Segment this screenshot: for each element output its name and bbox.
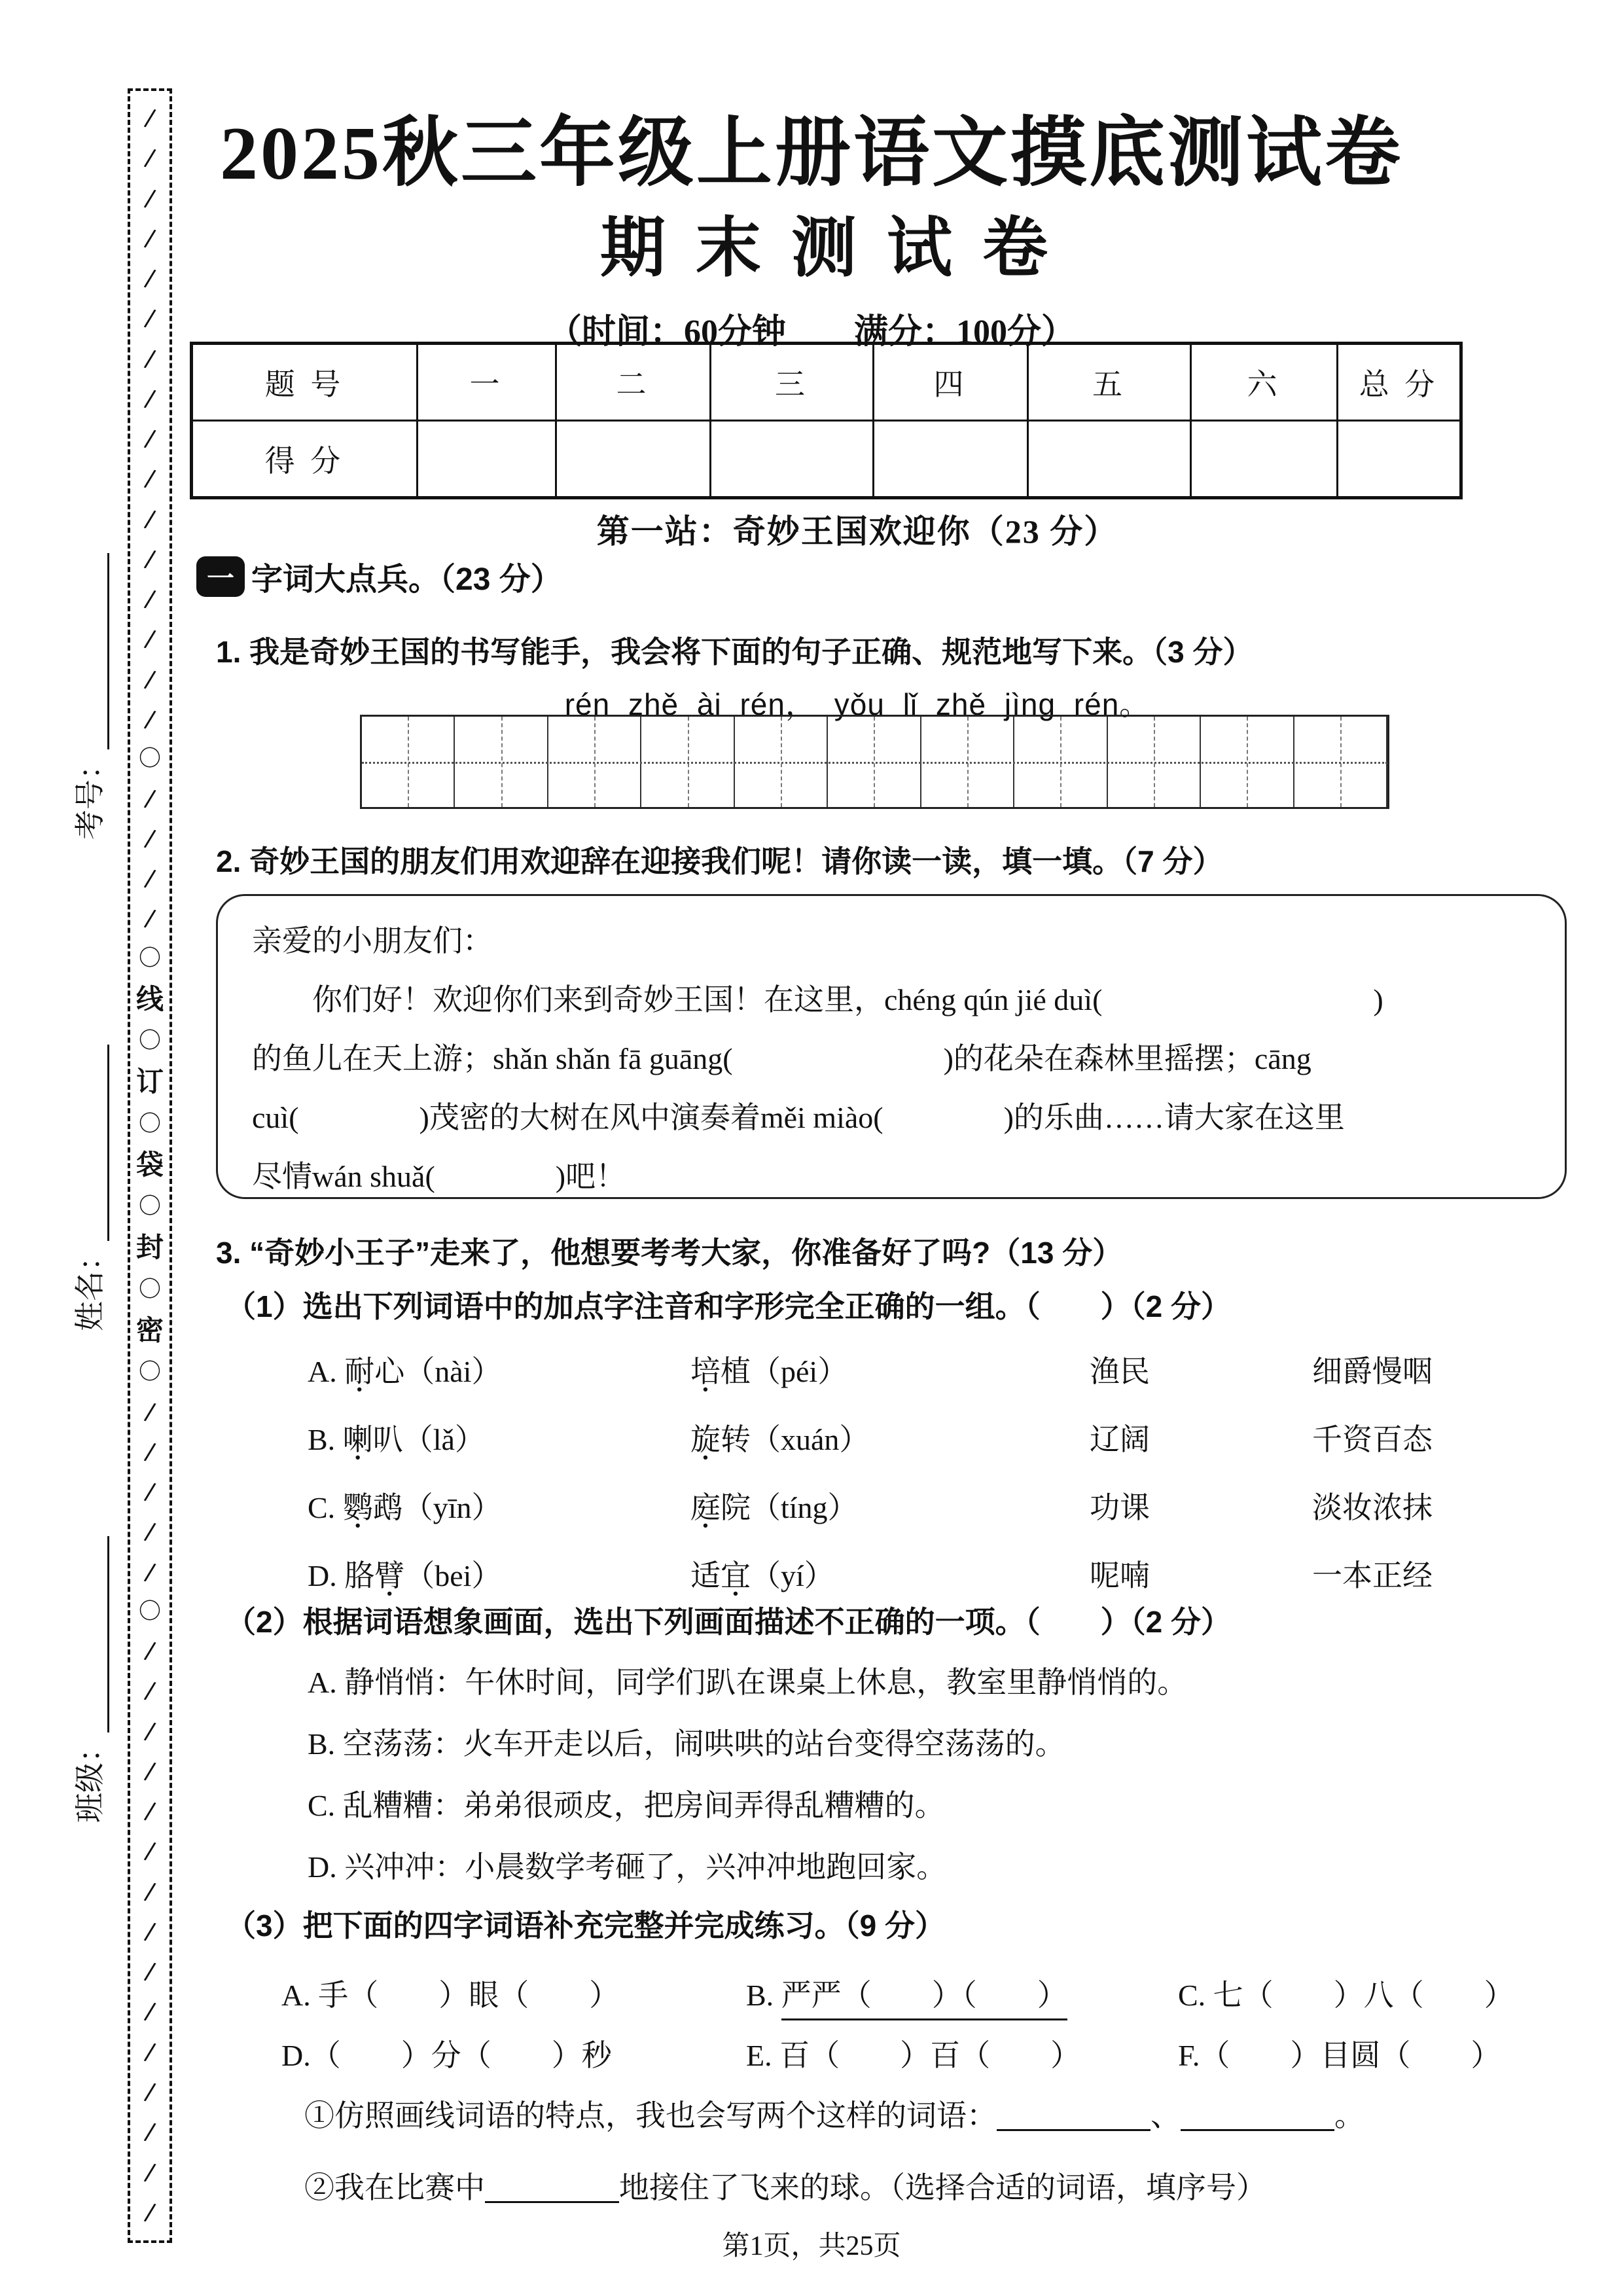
seal-field-label: 考号： (73, 749, 107, 840)
letter-salutation: 亲爱的小朋友们： (252, 924, 493, 958)
text-seg: D.（ ）分（ ）秒 (281, 2039, 612, 2072)
score-cell (711, 421, 874, 498)
fill-blank (997, 2106, 1150, 2131)
option-cell (1312, 1552, 1433, 1595)
slash-mark: / (143, 2078, 157, 2106)
slash-mark: / (143, 784, 157, 813)
slash-mark: / (143, 184, 157, 213)
seal-field (66, 553, 109, 840)
circle-mark: 〇 (139, 1194, 161, 1219)
slash-mark: / (143, 2037, 157, 2066)
seal-char: 封 (135, 1233, 164, 1264)
score-table (190, 342, 1463, 499)
slash-mark: / (143, 304, 157, 333)
ex1 (304, 2092, 1364, 2135)
question-3-3-stem: （3）把下面的四字词语补充完整并完成练习。（9 分） (226, 1909, 945, 1943)
text-seg: C. 七（ ）八（ ） (1178, 1979, 1514, 2012)
score-header-cell: 四 (874, 344, 1028, 421)
option-cell (1312, 1348, 1433, 1391)
circle-mark: 〇 (139, 1029, 161, 1054)
slash-mark: / (143, 1397, 157, 1426)
option-cell (1312, 1484, 1433, 1527)
idiom-item (746, 2032, 1080, 2075)
idiom-row2 (0, 2032, 1623, 2077)
question-3-1-stem: （1）选出下列词语中的加点字注音和字形完全正确的一组。（ ）（2 分） (226, 1289, 1231, 1323)
slash-mark: / (143, 505, 157, 533)
idiom-row1 (0, 1971, 1623, 2017)
slash-mark: / (143, 1797, 157, 1826)
option-row (308, 1403, 1433, 1471)
text-seg: A. 手（ ）眼（ ） (281, 1979, 620, 2012)
text-seg: 鹉（yīn） (372, 1491, 502, 1524)
option-row: B. 空荡荡：火车开走以后，闹哄哄的站台变得空荡荡的。 (308, 1727, 1065, 1761)
text-seg: 一本正经 (1312, 1559, 1433, 1592)
question-2-stem: 2. 奇妙王国的朋友们用欢迎辞在迎接我们呢！请你读一读，填一填。（7 分） (216, 844, 1223, 878)
option-cell (690, 1348, 1090, 1391)
option-row: C. 乱糟糟：弟弟很顽皮，把房间弄得乱糟糟的。 (308, 1789, 945, 1822)
option-label: D. (308, 1559, 345, 1592)
circle-mark: 〇 (139, 946, 161, 971)
score-header-cell: 总 分 (1338, 344, 1461, 421)
seal-strip (128, 88, 172, 2243)
slash-mark: / (143, 1437, 157, 1466)
circle-mark: 〇 (139, 1111, 161, 1136)
letter-line: cuì( )茂密的大树在风中演奏着měi miào( )的乐曲……请大家在这里 (252, 1101, 1345, 1134)
slash-mark: / (143, 585, 157, 614)
option-row (308, 1335, 1433, 1403)
slash-mark: / (143, 2158, 157, 2187)
slash-mark: / (143, 1757, 157, 1785)
text-seg: 适 (690, 1559, 721, 1592)
idiom-item (1178, 2032, 1501, 2075)
option-cell (308, 1348, 690, 1391)
seal-char: 袋 (135, 1150, 164, 1181)
circle-mark: 〇 (139, 747, 161, 772)
option-row: A. 静悄悄：午休时间，同学们趴在课桌上休息，教室里静悄悄的。 (308, 1666, 1188, 1699)
slash-mark: / (143, 1717, 157, 1746)
slash-mark: / (143, 465, 157, 493)
letter-line: 你们好！欢迎你们来到奇妙王国！在这里，chéng qún jié duì( ) (312, 983, 1383, 1016)
option-cell (308, 1484, 690, 1527)
slash-mark: / (143, 905, 157, 933)
option-cell (308, 1552, 690, 1595)
seal-labels (66, 553, 109, 1823)
text-seg: 细爵慢咽 (1312, 1355, 1433, 1388)
pinyin-line: rén zhě ài rén， yǒu lǐ zhě jìng rén。 (564, 687, 1150, 721)
text-seg: 培 ● (690, 1348, 721, 1391)
option-cell (1090, 1552, 1312, 1595)
slash-mark: / (143, 2198, 157, 2227)
ex2 (304, 2164, 1266, 2207)
text-seg: ①仿照画线词语的特点，我也会写两个这样的词语： (304, 2099, 997, 2132)
option-cell (1090, 1416, 1312, 1459)
station-heading: 第一站：奇妙王国欢迎你（23 分） (596, 513, 1118, 550)
option-cell (690, 1416, 1090, 1459)
text-seg: 千资百态 (1312, 1423, 1433, 1456)
seal-field-label: 班级： (73, 1732, 107, 1823)
circle-mark: 〇 (139, 1360, 161, 1385)
text-seg: 庭 ● (690, 1484, 721, 1527)
slash-mark: / (143, 224, 157, 253)
text-seg: 淡妆浓抹 (1312, 1491, 1433, 1524)
opt1-rows (308, 1335, 1433, 1607)
letter-lines (252, 971, 1531, 1206)
slash-mark: / (143, 545, 157, 573)
slash-mark: / (143, 144, 157, 173)
text-seg: ②我在比赛中 (304, 2171, 485, 2204)
slash-mark: / (143, 865, 157, 893)
score-header-row (192, 344, 1461, 421)
text-seg: 宜 ● (721, 1552, 751, 1595)
question-3-2-stem: （2）根据词语想象画面，选出下列画面描述不正确的一项。（ ）（2 分） (226, 1605, 1231, 1639)
writing-grid (360, 715, 1389, 809)
option-cell (690, 1552, 1090, 1595)
text-seg: 耐 ● (344, 1348, 374, 1391)
text-seg: 严严（ ）（ ） (781, 1979, 1067, 2020)
page-title: 2025秋三年级上册语文摸底测试卷 (220, 112, 1403, 196)
option-row (308, 1471, 1433, 1539)
circle-mark: 〇 (139, 1277, 161, 1302)
text-seg: 植（péi） (721, 1355, 848, 1388)
score-header-cell: 一 (418, 344, 556, 421)
option-label: B. (308, 1423, 343, 1456)
seal-field (66, 1045, 109, 1331)
circle-mark: 〇 (139, 1599, 161, 1624)
exam-meta-line: （时间：60分钟 满分：100分） (547, 314, 1075, 351)
text-seg: 地接住了飞来的球。（选择合适的词语，填序号） (619, 2171, 1266, 2204)
text-seg: （bei） (404, 1559, 502, 1592)
score-cell (1338, 421, 1461, 498)
slash-mark: / (143, 1877, 157, 1906)
score-cell (418, 421, 556, 498)
option-label: A. (308, 1355, 345, 1388)
text-seg: 功课 (1090, 1491, 1150, 1524)
slash-mark: / (143, 264, 157, 293)
slash-mark: / (143, 824, 157, 853)
section-number-badge: 一 (196, 556, 245, 597)
text-seg: E. 百（ ）百（ ） (746, 2039, 1081, 2072)
letter-line: 的鱼儿在天上游；shǎn shǎn fā guāng( )的花朵在森林里摇摆；cāng (252, 1042, 1311, 1075)
idiom-item (281, 1971, 619, 2015)
slash-mark: / (143, 1958, 157, 1986)
fill-blank (1181, 2106, 1334, 2131)
text-seg: 。 (1334, 2099, 1364, 2132)
score-header-cell: 五 (1028, 344, 1191, 421)
option-cell (308, 1416, 690, 1459)
slash-mark: / (143, 344, 157, 373)
seal-field (66, 1536, 109, 1823)
question-1-stem: 1. 我是奇妙王国的书写能手，我会将下面的句子正确、规范地写下来。（3 分） (216, 635, 1253, 669)
text-seg: 叭（lǎ） (372, 1423, 485, 1456)
letter-line: 尽情wán shuǎ( )吧！ (252, 1160, 626, 1193)
slash-mark: / (143, 1637, 157, 1665)
score-cell (1191, 421, 1338, 498)
idiom-item (746, 1971, 1067, 2015)
score-header-cell: 题 号 (192, 344, 418, 421)
score-header-cell: 三 (711, 344, 874, 421)
slash-mark: / (143, 2118, 157, 2147)
text-seg: 渔民 (1090, 1355, 1150, 1388)
slash-mark: / (143, 1918, 157, 1946)
text-seg: 喇 ● (343, 1416, 373, 1459)
idiom-item (281, 2032, 612, 2075)
welcome-letter-box (216, 894, 1567, 1199)
fill-blank (485, 2178, 619, 2203)
slash-mark: / (143, 1558, 157, 1587)
section-title: 字词大点兵。（23 分） (251, 562, 562, 597)
text-seg: B. (746, 1979, 781, 2012)
text-seg: 旋 ● (690, 1416, 721, 1459)
slash-mark: / (143, 625, 157, 654)
slash-mark: / (143, 104, 157, 132)
seal-char: 线 (135, 984, 164, 1015)
option-cell (1090, 1484, 1312, 1527)
seal-char: 订 (135, 1067, 164, 1098)
score-cell (556, 421, 711, 498)
question-3-stem: 3. “奇妙小王子”走来了，他想要考考大家，你准备好了吗?（13 分） (216, 1236, 1123, 1270)
score-cell (1028, 421, 1191, 498)
score-header-cell: 二 (556, 344, 711, 421)
text-seg: F.（ ）目圆（ ） (1178, 2039, 1501, 2072)
score-header-cell: 六 (1191, 344, 1338, 421)
text-seg: 臂 ● (374, 1552, 404, 1595)
seal-field-blank (80, 1045, 109, 1241)
section-one-header (196, 554, 562, 599)
option-row (308, 1539, 1433, 1607)
slash-mark: / (143, 1478, 157, 1506)
score-cell (874, 421, 1028, 498)
text-seg: （yí） (751, 1559, 834, 1592)
seal-field-label: 姓名： (73, 1241, 107, 1331)
slash-mark: / (143, 706, 157, 734)
text-seg: 鹦 ● (343, 1484, 373, 1527)
slash-mark: / (143, 1998, 157, 2026)
option-cell (690, 1484, 1090, 1527)
seal-field-blank (80, 1536, 109, 1732)
slash-mark: / (143, 385, 157, 413)
option-row: D. 兴冲冲：小晨数学考砸了，兴冲冲地跑回家。 (308, 1850, 947, 1884)
seal-field-blank (80, 553, 109, 749)
text-seg: 转（xuán） (721, 1423, 870, 1456)
text-seg: 辽阔 (1090, 1423, 1150, 1456)
text-seg: 院（tíng） (721, 1491, 858, 1524)
slash-mark: / (143, 1677, 157, 1706)
score-row-label: 得 分 (192, 421, 418, 498)
slash-mark: / (143, 665, 157, 694)
slash-mark: / (143, 425, 157, 453)
idiom-item (1178, 1971, 1514, 2015)
text-seg: 呢喃 (1090, 1559, 1150, 1592)
page-number: 第1页，共25页 (722, 2231, 901, 2261)
page-subtitle: 期末测试卷 (600, 212, 1078, 285)
seal-char: 密 (135, 1316, 164, 1346)
text-seg: 、 (1150, 2099, 1181, 2132)
slash-mark: / (143, 1518, 157, 1547)
grid-midline (362, 762, 1387, 764)
text-seg: 胳 (344, 1559, 375, 1592)
option-cell (1090, 1348, 1312, 1391)
option-cell (1312, 1416, 1433, 1459)
opt2-rows (308, 1649, 1187, 1895)
score-body-row (192, 421, 1461, 498)
slash-mark: / (143, 1837, 157, 1866)
option-label: C. (308, 1491, 343, 1524)
text-seg: 心（nài） (374, 1355, 502, 1388)
